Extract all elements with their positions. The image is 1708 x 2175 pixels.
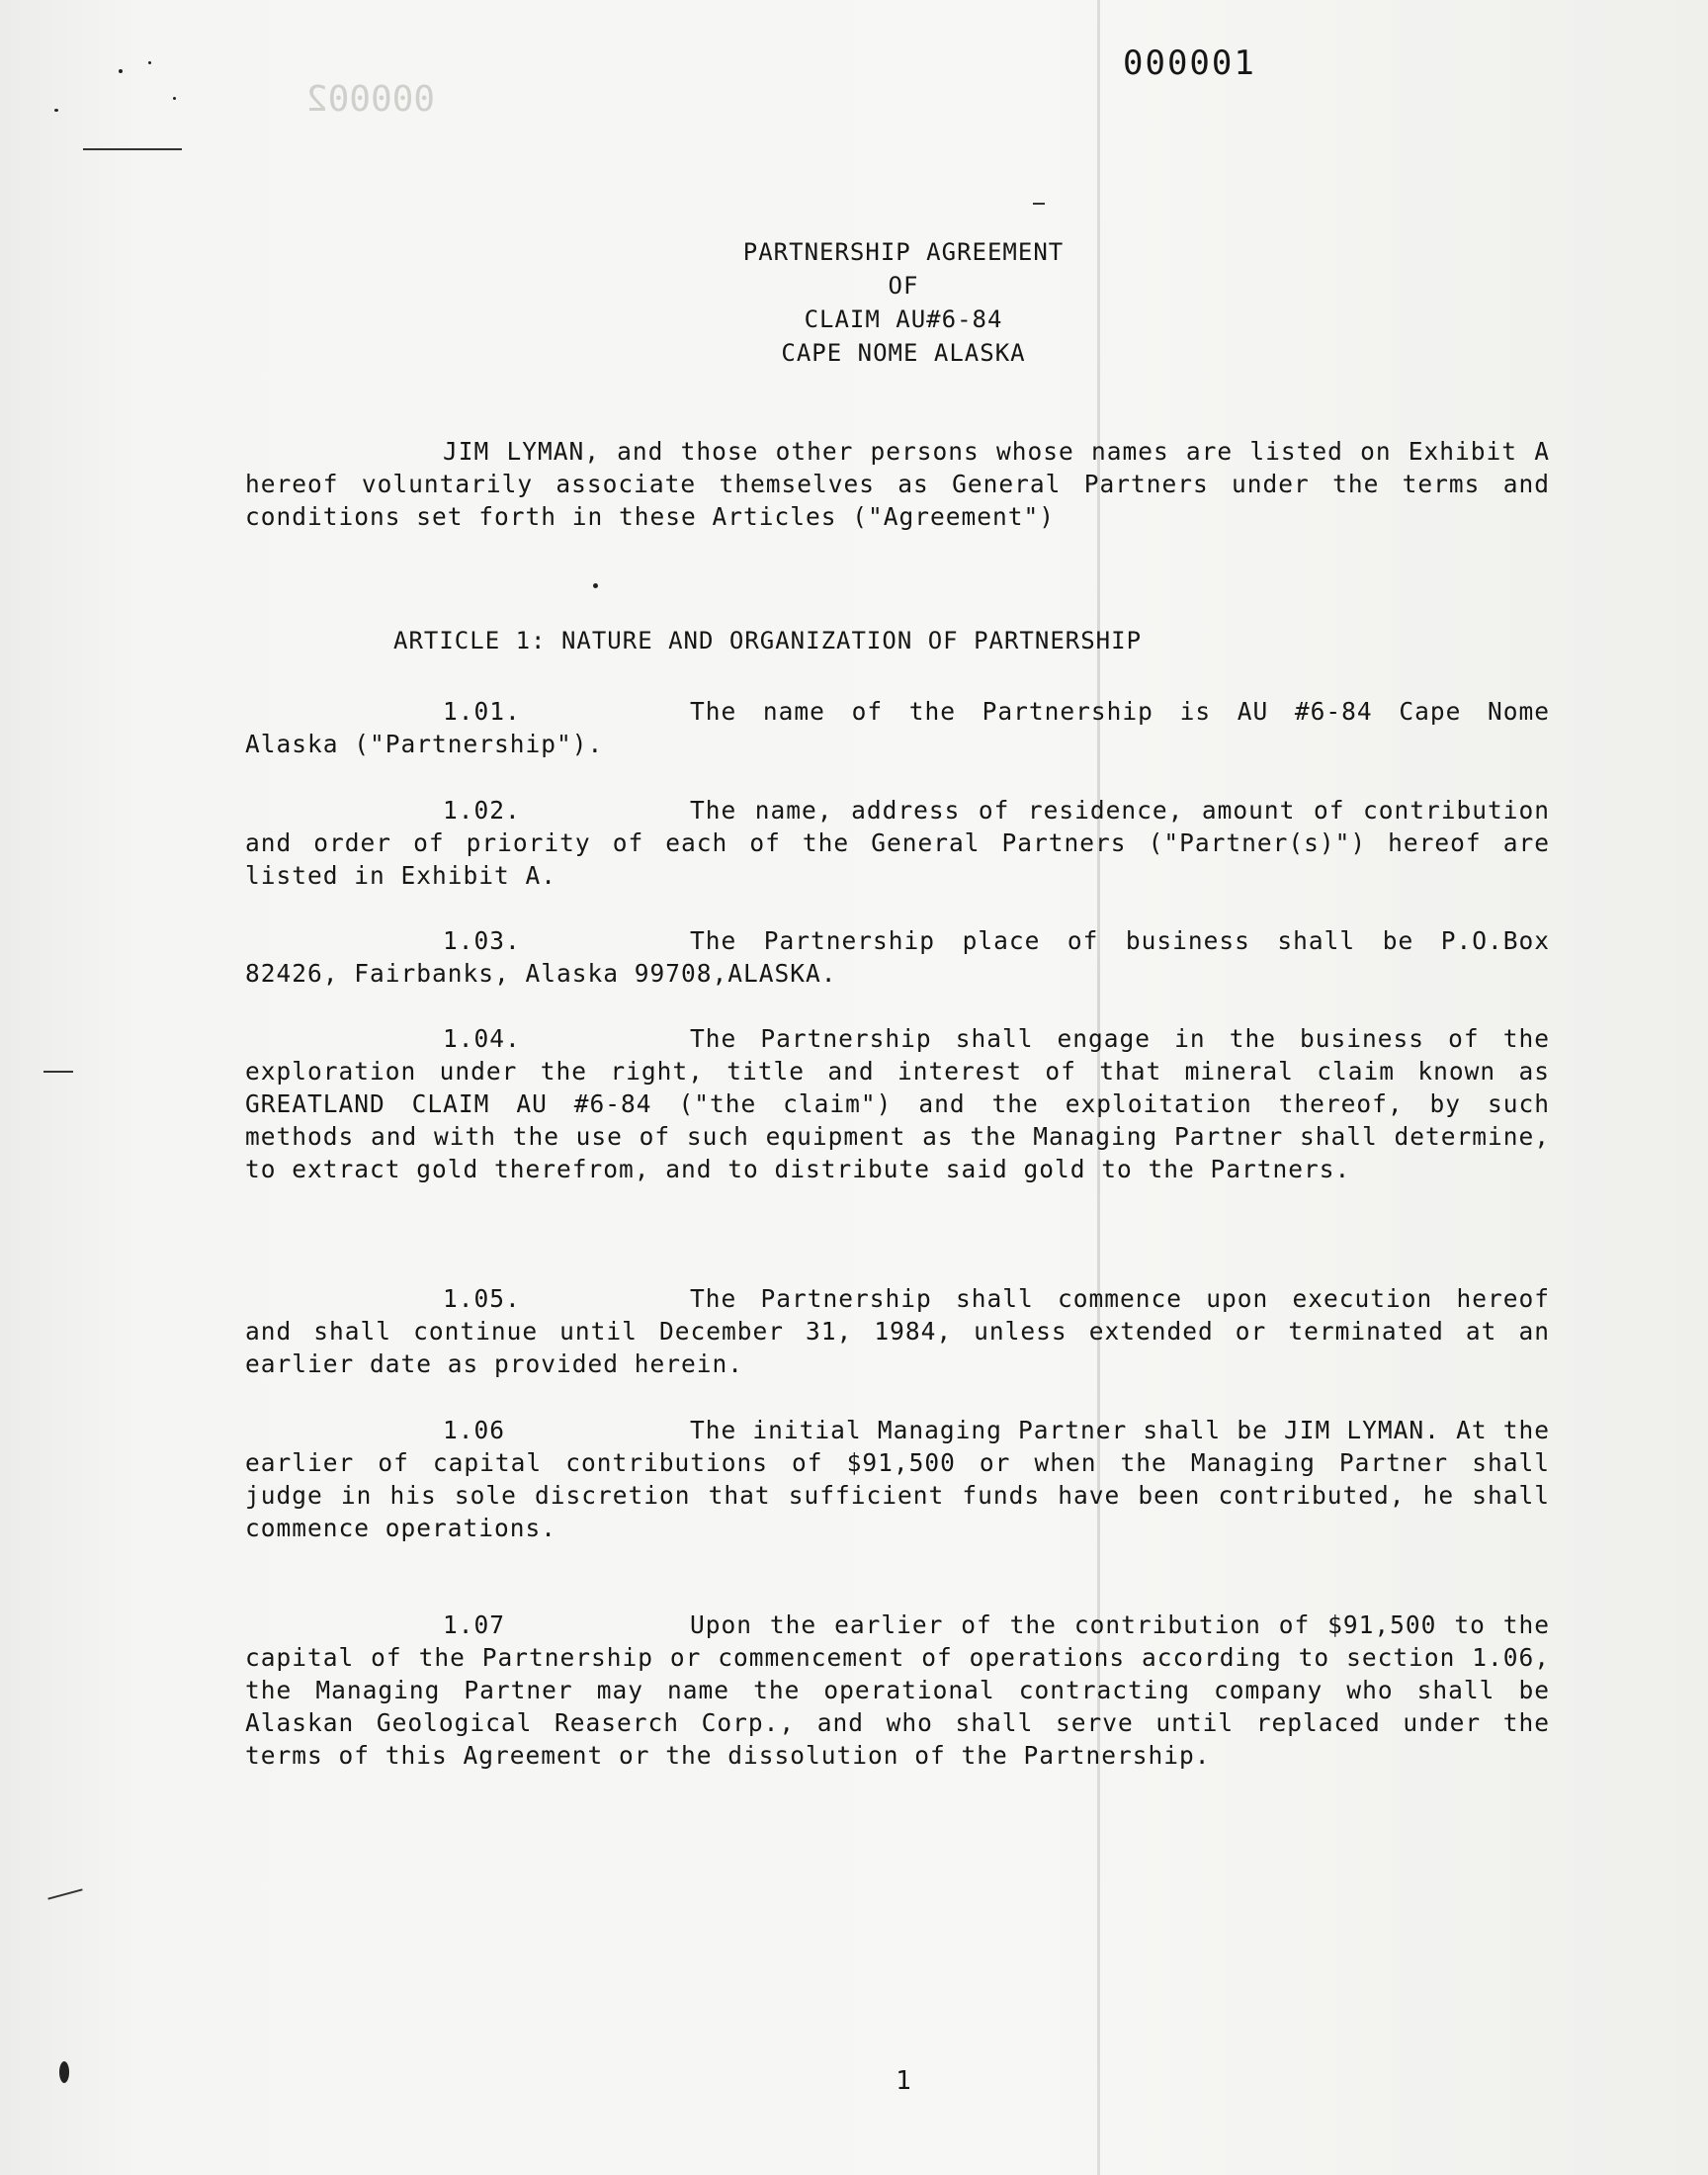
section-1-01: [245, 695, 1550, 760]
article-heading: ARTICLE 1: NATURE AND ORGANIZATION OF PARTNERSHIP: [393, 627, 1143, 654]
scan-mark: [54, 109, 58, 112]
section-1-03: [245, 924, 1550, 990]
intro-paragraph: [245, 435, 1550, 533]
document-number-stamp: 000001: [1123, 44, 1256, 83]
section-text: The initial Managing Partner shall be JIM LYMAN. At the earlier of capital contributions of $91,500 or when the Managing Partner shall judge in his sole discretion that sufficient funds have been contributed, he shall commence operations.: [245, 1416, 1550, 1542]
bleed-through-number: 000002: [306, 79, 436, 120]
section-1-06: [245, 1414, 1550, 1544]
title-line-2: OF: [888, 272, 919, 300]
section-text: The name, address of residence, amount of contribution and order of priority of each of the General Partners ("Partner(s)") hereof are listed in Exhibit A.: [245, 796, 1550, 890]
section-text: The Partnership shall engage in the business of the exploration under the right, title and interest of that mineral claim known as GREATLAND CLAIM AU #6-84 ("the claim") and the exploitation thereof, by such methods and with the use of such equipment as the Managing Partner shall determine, to extract gold therefrom, and to distribute said gold to the Partners.: [245, 1024, 1550, 1183]
scan-mark: [1033, 203, 1045, 205]
section-1-04: [245, 1022, 1550, 1185]
scan-mark: [593, 583, 598, 588]
section-text: The Partnership place of business shall be P.O.Box 82426, Fairbanks, Alaska 99708,ALASKA.: [245, 926, 1550, 988]
scan-mark: [47, 1888, 82, 1899]
section-number: 1.07: [443, 1610, 506, 1639]
title-line-3: CLAIM AU#6-84: [804, 305, 1003, 333]
section-text: Upon the earlier of the contribution of $91,500 to the capital of the Partnership or commencement of operations according to section 1.06, the Managing Partner may name the operational contracting company who shall be Alaskan Geological Reaserch Corp., and who shall serve until replaced under the terms of this Agreement or the dissolution of the Partnership.: [245, 1610, 1550, 1770]
section-number: 1.02.: [443, 796, 521, 825]
title-line-4: CAPE NOME ALASKA: [781, 339, 1026, 367]
footer-page-number: 1: [896, 2066, 911, 2096]
section-number: 1.04.: [443, 1024, 521, 1053]
section-1-05: [245, 1282, 1550, 1380]
section-1-07: [245, 1609, 1550, 1772]
scan-mark: [148, 61, 151, 64]
scan-mark: [59, 2061, 69, 2083]
section-1-02: [245, 794, 1550, 892]
section-number: 1.01.: [443, 697, 521, 726]
section-number: 1.06: [443, 1416, 506, 1444]
scan-mark: [83, 148, 182, 150]
section-text: The name of the Partnership is AU #6-84 Cape Nome Alaska ("Partnership").: [245, 697, 1550, 758]
scan-mark: [173, 97, 176, 100]
section-text: The Partnership shall commence upon execution hereof and shall continue until December 31, 1984, unless extended or terminated at an earlier date as provided herein.: [245, 1284, 1550, 1378]
title-line-1: PARTNERSHIP AGREEMENT: [742, 238, 1065, 266]
section-number: 1.03.: [443, 926, 521, 955]
section-number: 1.05.: [443, 1284, 521, 1313]
intro-text: JIM LYMAN, and those other persons whose names are listed on Exhibit A hereof voluntarily associate themselves as General Partners under the terms and conditions set forth in these Articles ("Agreement"): [245, 437, 1550, 531]
scan-mark: [43, 1071, 73, 1073]
document-title: [0, 235, 1708, 370]
scan-mark: [119, 69, 123, 73]
